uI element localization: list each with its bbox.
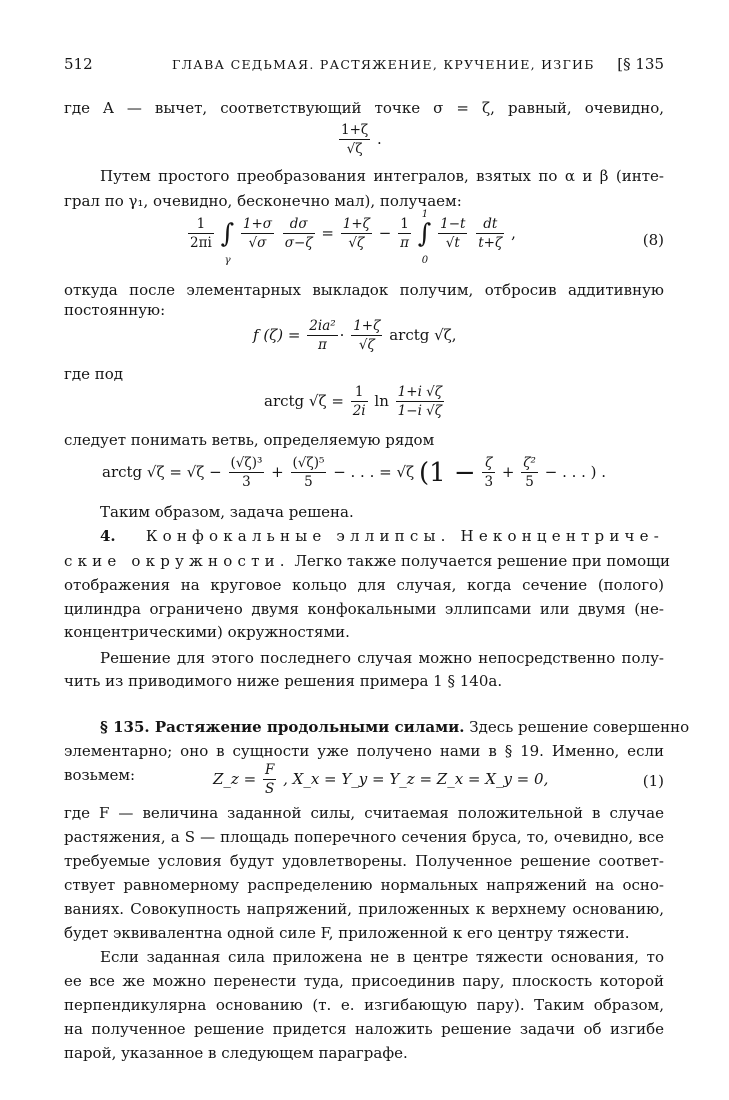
text-line: где A — вычет, соответствующий точке σ = ζ, равный, очевидно, (64, 99, 664, 117)
text-line: цилиндра ограничено двумя конфокальными эллипсами или двумя (не- (64, 600, 664, 618)
series-middle: − . . . = √ζ (333, 463, 415, 481)
equals-sign: = (321, 224, 334, 242)
text-line: ее все же можно перенести туда, присоединив пару, плоскость которой (64, 972, 664, 990)
residue-denominator: √ζ (346, 141, 363, 157)
equation-fz: f (ζ) = $\frac{\text{2ia²}}{\pi}$ · $\frac{1+\zeta}{√\zeta}$ arctg √ζ, (253, 318, 457, 353)
fraction-num: F (264, 762, 275, 778)
fraction-num: 1+ζ (353, 318, 381, 334)
fraction-den: √ζ (348, 235, 365, 251)
text-line: Таким образом, задача решена. (100, 503, 354, 521)
fraction-num: dt (476, 216, 504, 234)
fraction-den: 3 (242, 474, 251, 490)
integral-upper-limit: 1 (421, 209, 429, 220)
text-line: отображения на круговое кольцо для случая, когда сечение (полого) (64, 576, 664, 594)
integral-sign: ∫ γ (220, 219, 235, 266)
text-line: откуда после элементарных выкладок получим, отбросив аддитивную (64, 281, 664, 299)
text-line: Решение для этого последнего случая можно непосредственно полу- (100, 649, 664, 667)
fraction-den: 3 (484, 474, 494, 490)
text-line: следует понимать ветвь, определяемую рядом (64, 431, 435, 449)
text-line: где F — величина заданной силы, считаемая положительной в случае (64, 804, 664, 822)
series-close: − . . . ) . (544, 463, 607, 481)
eq1-rhs: , X_x = Y_y = Y_z = Z_x = X_y = 0, (283, 770, 549, 788)
ln-operator: ln (374, 392, 389, 410)
fraction-num: 1+i √ζ (397, 384, 443, 400)
text-line: грал по γ₁, очевидно, бесконечно мал), получаем: (64, 192, 462, 210)
fraction-den: 2i (352, 403, 366, 419)
chapter-title: ГЛАВА СЕДЬМАЯ. РАСТЯЖЕНИЕ, КРУЧЕНИЕ, ИЗГИБ (172, 57, 595, 72)
text-line: постоянную: (64, 301, 166, 319)
text-line: ствует равномерному распределению нормальных напряжений на осно- (64, 876, 664, 894)
residue-numerator: 1+ζ (341, 122, 369, 138)
fraction-den: π (400, 235, 410, 251)
integral-lower-limit: γ (224, 255, 231, 266)
equation-8 (186, 209, 516, 266)
text-line: будет эквивалентна одной силе F, приложенной к его центру тяжести. (64, 924, 630, 942)
integral-lower-limit: 0 (421, 255, 429, 266)
subsection-title-cont: ские окружности. (64, 552, 290, 570)
equation-series (102, 455, 606, 491)
plus-sign: + (271, 463, 284, 481)
fraction-den: σ−ζ (284, 235, 313, 251)
subsection-number: 4. (100, 527, 116, 545)
text-line: где под (64, 365, 124, 383)
fraction-num: ζ (482, 455, 495, 473)
text-line: чить из приводимого ниже решения примера 1 § 140a. (64, 672, 503, 690)
fraction-den: t+ζ (478, 235, 503, 251)
fraction-den: π (318, 337, 327, 353)
fraction-num: 1+ζ (342, 216, 370, 232)
section-heading: § 135. Растяжение продольными силами. (100, 718, 465, 736)
text-line: Путем простого преобразования интегралов, взятых по α и β (инте- (100, 167, 664, 185)
text-span: Здесь решение совершенно (469, 718, 690, 736)
fraction-num: 1−t (440, 216, 466, 232)
series-lhs: arctg √ζ = √ζ − (102, 463, 222, 481)
subsection-title: Конфокальные эллипсы. Неконцентриче- (145, 527, 664, 545)
text-line: требуемые условия будут удовлетворены. Полученное решение соответ- (64, 852, 664, 870)
equation-1 (213, 762, 548, 798)
text-line: растяжения, а S — площадь поперечного сечения бруса, то, очевидно, все (64, 828, 664, 846)
residue-formula: $\frac{1+\zeta}{√\zeta}$ . (341, 122, 382, 157)
integral-sign: ∫ 1 0 (417, 209, 432, 266)
text-line (100, 526, 664, 546)
fraction-num: 1+σ (242, 216, 273, 232)
text-line: ваниях. Совокупность напряжений, приложенных к верхнему основанию, (64, 900, 664, 918)
equation-number: (8) (642, 231, 664, 249)
minus-sign: − (378, 224, 392, 242)
fraction-num: 1 (351, 384, 368, 402)
text-line: перпендикулярна основанию (т. е. изгибающую пару). Таким образом, (64, 996, 664, 1014)
fz-rhs: arctg √ζ, (389, 326, 457, 344)
fraction-den: 5 (304, 474, 313, 490)
fraction-num: 1 (188, 216, 214, 234)
series-open: (1 − (418, 458, 476, 488)
fraction-den: S (265, 781, 275, 797)
equation-number: (1) (642, 772, 664, 790)
fraction-num: dσ (283, 216, 315, 234)
equation-arctg-definition (264, 384, 446, 420)
fraction-den: 5 (525, 474, 534, 490)
text-line: на полученное решение придется наложить решение задачи об изгибе (64, 1020, 664, 1038)
fraction-num: (√ζ)³ (230, 455, 263, 471)
text-line: концентрическими) окружностями. (64, 623, 350, 641)
fraction-den: 2πi (190, 235, 212, 251)
fraction-den: √ζ (358, 337, 375, 353)
fraction-den: √t (445, 235, 460, 251)
fraction-den: 1−i √ζ (397, 403, 443, 419)
fz-lhs: f (ζ) = (253, 326, 301, 344)
text-span: Легко также получается решение при помощи (294, 552, 671, 570)
text-line (100, 717, 690, 737)
comma: , (511, 224, 516, 242)
running-header (64, 55, 664, 77)
text-line: элементарно; оно в сущности уже получено нами в § 19. Именно, если (64, 742, 664, 760)
fraction-num: ζ² (523, 455, 536, 471)
eq1-lhs: Z_z = (213, 770, 257, 788)
fraction-num: 1 (398, 216, 411, 234)
text-line: парой, указанное в следующем параграфе. (64, 1044, 408, 1062)
text-line (64, 551, 671, 571)
fraction-den: √σ (248, 235, 267, 251)
text-line: возьмем: (64, 766, 136, 784)
section-ref: [§ 135 (617, 55, 664, 73)
fraction-num: 2ia² (309, 318, 336, 334)
arctg-lhs: arctg √ζ = (264, 392, 344, 410)
text-line: Если заданная сила приложена не в центре тяжести основания, то (100, 948, 664, 966)
page-number: 512 (64, 55, 93, 73)
plus-sign: + (501, 463, 515, 481)
fraction-num: (√ζ)⁵ (292, 455, 325, 471)
